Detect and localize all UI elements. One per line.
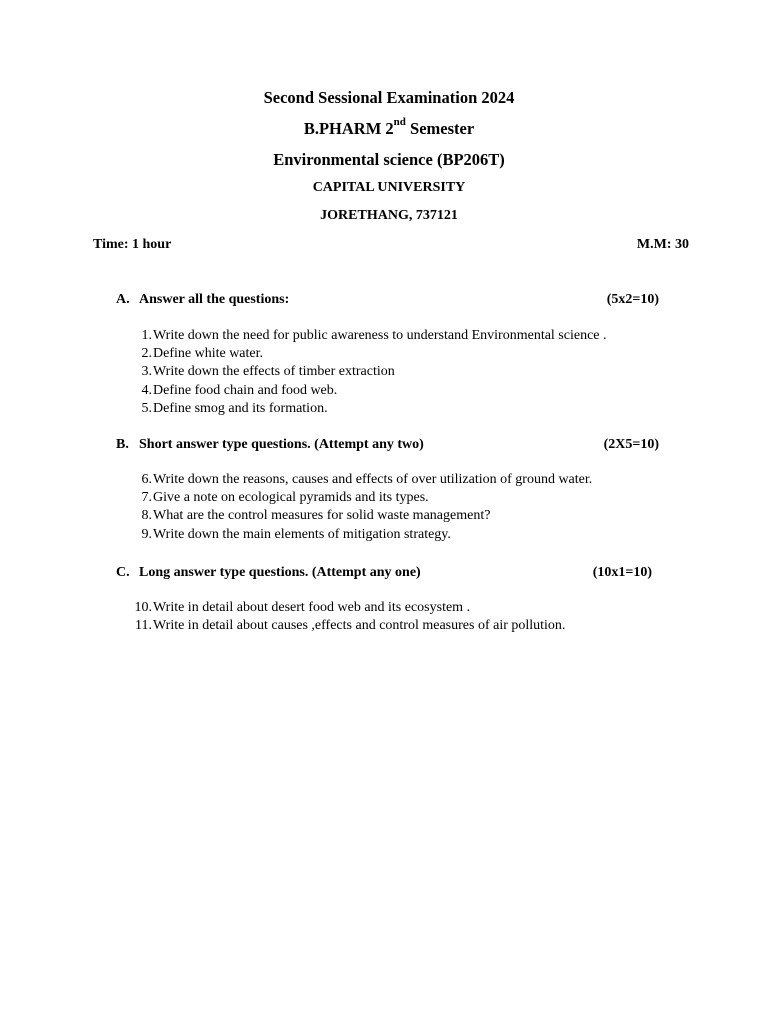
- max-marks: M.M: 30: [636, 237, 689, 252]
- question-text: Give a note on ecological pyramids and its types.: [153, 490, 429, 506]
- question-number: 6.: [141, 472, 152, 487]
- question-item: [124, 382, 338, 400]
- section-b-questions: [124, 471, 593, 544]
- question-text: Write down the reasons, causes and effects of over utilization of ground water.: [153, 472, 593, 487]
- question-item: [124, 471, 593, 489]
- section-marks: (10x1=10): [592, 565, 652, 580]
- section-c-heading: [116, 565, 659, 581]
- question-item: [124, 400, 328, 418]
- question-item: [124, 489, 429, 507]
- section-letter: B.: [116, 437, 129, 452]
- program-prefix: B.PHARM 2: [303, 119, 394, 138]
- question-number: 3.: [141, 364, 152, 380]
- question-number: 9.: [141, 526, 152, 542]
- question-text: Define food chain and food web.: [153, 382, 338, 398]
- question-number: 1.: [141, 328, 152, 343]
- question-number: 11.: [135, 618, 152, 634]
- question-text: Write in detail about desert food web and its ecosystem .: [153, 600, 471, 615]
- section-a-questions: [124, 327, 607, 418]
- question-item: [124, 599, 471, 617]
- exam-title: Second Sessional Examination 2024: [263, 88, 515, 107]
- section-a-heading: [116, 292, 659, 308]
- section-letter: A.: [116, 292, 130, 307]
- program-superscript: nd: [393, 116, 406, 128]
- question-item: [124, 345, 264, 363]
- section-title: Long answer type questions. (Attempt any one): [139, 565, 421, 580]
- section-marks: (5x2=10): [606, 292, 659, 307]
- question-text: Write down the effects of timber extraction: [153, 364, 395, 380]
- question-number: 5.: [141, 400, 152, 416]
- question-text: What are the control measures for solid waste management?: [153, 508, 491, 524]
- section-b-heading: [116, 437, 659, 453]
- program-semester: [0, 116, 768, 139]
- question-number: 10.: [134, 600, 152, 615]
- question-text: Define smog and its formation.: [153, 400, 328, 416]
- section-marks: (2X5=10): [603, 437, 659, 452]
- subject-title: Environmental science (BP206T): [273, 150, 505, 169]
- question-text: Define white water.: [153, 346, 264, 362]
- question-number: 8.: [141, 508, 152, 524]
- question-item: [124, 617, 566, 635]
- question-number: 7.: [141, 490, 152, 506]
- university-location: JORETHANG, 737121: [320, 208, 458, 223]
- question-item: [124, 327, 607, 345]
- question-item: [124, 507, 491, 525]
- question-item: [124, 526, 451, 544]
- program-suffix: Semester: [405, 119, 475, 138]
- question-text: Write in detail about causes ,effects and control measures of air pollution.: [153, 618, 566, 634]
- question-text: Write down the need for public awareness to understand Environmental science .: [153, 328, 607, 343]
- question-item: [124, 363, 395, 381]
- question-number: 4.: [141, 382, 152, 398]
- question-text: Write down the main elements of mitigation strategy.: [153, 526, 451, 542]
- section-c-questions: [124, 599, 566, 635]
- section-title: Short answer type questions. (Attempt any two): [139, 437, 424, 452]
- exam-time: Time: 1 hour: [93, 237, 172, 252]
- section-title: Answer all the questions:: [139, 292, 290, 307]
- question-number: 2.: [141, 346, 152, 362]
- section-letter: C.: [116, 565, 130, 580]
- university-name: CAPITAL UNIVERSITY: [312, 180, 466, 195]
